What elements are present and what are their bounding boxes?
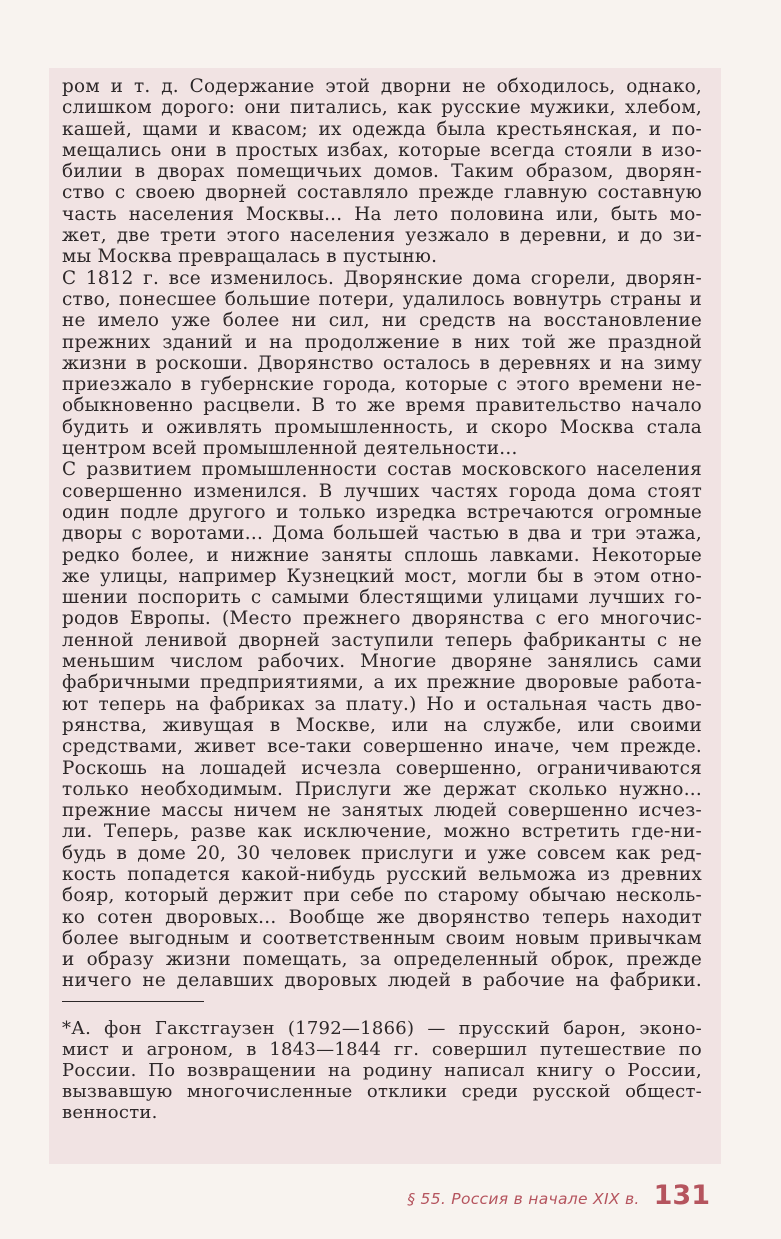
text-line: только необходимым. Прислуги же держат сколько нужно... — [62, 778, 702, 800]
text-line: слишком дорого: они питались, как русские мужики, хлебом, — [62, 97, 702, 119]
text-line: не имело уже более ни сил, ни средств на восстановление — [62, 310, 702, 332]
text-line: Роскошь на лошадей исчезла совершенно, ограничиваются — [62, 757, 702, 779]
text-line: часть населения Москвы... На лето половина или, быть мо- — [62, 203, 702, 225]
text-line: ленной ленивой дворней заступили теперь фабриканты с не — [62, 629, 702, 651]
text-line: один подле другого и только изредка встречаются огромные — [62, 501, 702, 523]
text-line: же улицы, например Кузнецкий мост, могли бы в этом отно- — [62, 565, 702, 587]
text-line: меньшим числом рабочих. Многие дворяне занялись сами — [62, 651, 702, 673]
chapter-title: § 55. Россия в начале XIX в. — [407, 1190, 640, 1208]
text-line: мещались они в простых избах, которые всегда стояли в изо- — [62, 139, 702, 161]
text-line: кашей, щами и квасом; их одежда была крестьянская, и по- — [62, 118, 702, 140]
text-line: С развитием промышленности состав московского населения — [62, 459, 702, 481]
footnote-line: вызвавшую многочисленные отклики среди русской общест- — [62, 1081, 702, 1102]
text-line: С 1812 г. все изменилось. Дворянские дома сгорели, дворян- — [62, 267, 702, 289]
footnote — [62, 1018, 702, 1123]
text-line: дворы с воротами... Дома большей частью в два и три этажа, — [62, 523, 702, 545]
text-line: кость попадется какой-нибудь русский вельможа из древних — [62, 863, 702, 885]
text-line: рянства, живущая в Москве, или на службе, или своими — [62, 714, 702, 736]
footnote-divider — [62, 1001, 204, 1002]
footnote-line: венности. — [62, 1102, 158, 1123]
text-line: ли. Теперь, разве как исключение, можно встретить где-ни- — [62, 821, 702, 843]
text-line: ство, понесшее большие потери, удалилось вовнутрь страны и — [62, 288, 702, 310]
text-line: фабричными предприятиями, а их прежние дворовые работа- — [62, 672, 702, 694]
text-line: ство с своею дворней составляло прежде главную составную — [62, 182, 702, 204]
page-number: 131 — [653, 1180, 710, 1211]
text-line: ром и т. д. Содержание этой дворни не обходилось, однако, — [62, 76, 702, 97]
text-line: совершенно изменился. В лучших частях города дома стоят — [62, 480, 702, 502]
text-line: жет, две трети этого населения уезжало в деревни, и до зи- — [62, 225, 702, 247]
text-line: ничего не делавших дворовых людей в рабочие на фабрики. — [62, 970, 702, 992]
text-line: родов Европы. (Место прежнего дворянства с его многочис- — [62, 608, 702, 630]
text-line: бояр, который держит при себе по старому обычаю несколь- — [62, 885, 702, 907]
text-line: жизни в роскоши. Дворянство осталось в деревнях и на зиму — [62, 352, 702, 374]
text-line: билии в дворах помещичьих домов. Таким образом, дворян- — [62, 161, 702, 183]
source-quote-text — [62, 76, 702, 992]
text-line: будь в доме 20, 30 человек прислуги и уже совсем как ред- — [62, 842, 702, 864]
text-line: и образу жизни помещать, за определенный оброк, прежде — [62, 949, 702, 971]
text-line: ют теперь на фабриках за плату.) Но и остальная часть дво- — [62, 693, 702, 715]
text-line: мы Москва превращалась в пустыню. — [62, 246, 438, 268]
text-line: будить и оживлять промышленность, и скоро Москва стала — [62, 416, 702, 438]
footnote-line: *А. фон Гакстгаузен (1792—1866) — прусский барон, эконо- — [62, 1018, 702, 1039]
text-line: шении поспорить с самыми блестящими улицами лучших го- — [62, 587, 702, 609]
text-line: ко сотен дворовых... Вообще же дворянство теперь находит — [62, 906, 702, 928]
text-line: редко более, и нижние заняты сплошь лавками. Некоторые — [62, 544, 702, 566]
text-line: прежние массы ничем не занятых людей совершенно исчез- — [62, 800, 702, 822]
text-line: средствами, живет все-таки совершенно иначе, чем прежде. — [62, 736, 702, 758]
text-line: более выгодным и соответственным своим новым привычкам — [62, 927, 702, 949]
text-line: центром всей промышленной деятельности... — [62, 438, 518, 460]
footnote-line: мист и агроном, в 1843—1844 гг. совершил путешествие по — [62, 1039, 702, 1060]
running-footer — [380, 1180, 710, 1210]
text-line: обыкновенно расцвели. В то же время правительство начало — [62, 395, 702, 417]
text-line: приезжало в губернские города, которые с этого времени не- — [62, 374, 702, 396]
text-line: прежних зданий и на продолжение в них той же праздной — [62, 331, 702, 353]
footnote-line: России. По возвращении на родину написал книгу о России, — [62, 1060, 702, 1081]
